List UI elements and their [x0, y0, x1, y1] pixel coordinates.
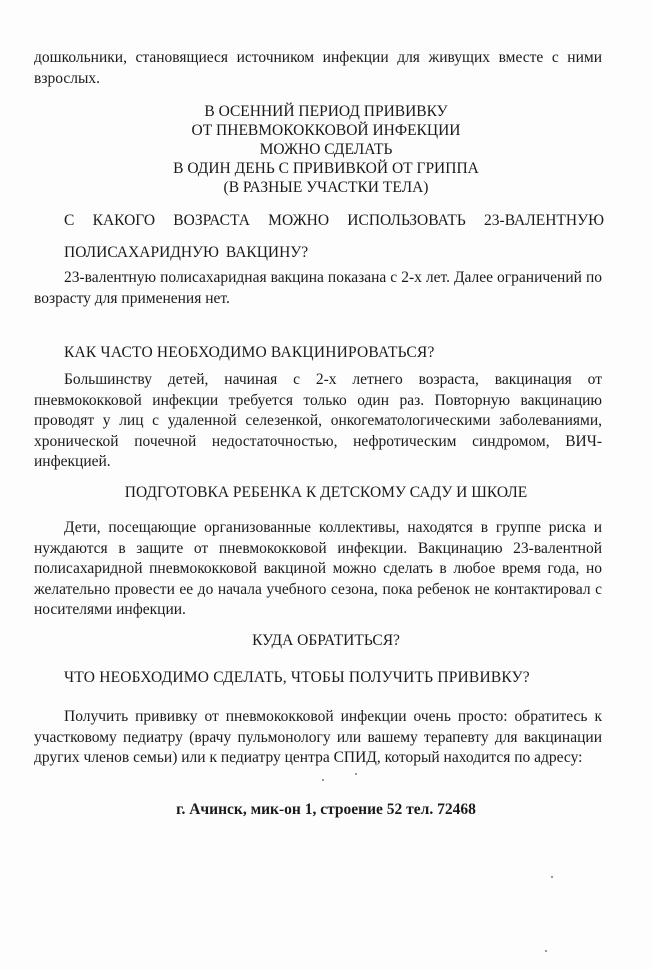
frequency-paragraph: Большинству детей, начиная с 2-х летнего возраста, вакцинация от пневмококковой инфекции требуется только один раз. Повторную вакцинацию проводят у лиц с удаленной селезенкой, онкогематологическими заболеваниями, хронической почечной недостаточностью, нефротическим синдромом, ВИЧ-инфекцией.	[34, 371, 602, 470]
age-paragraph: 23-валентную полисахаридная вакцина показана с 2-х лет. Далее ограничений по возрасту для применения нет.	[34, 269, 602, 307]
how-heading: ЧТО НЕОБХОДИМО СДЕЛАТЬ, ЧТОБЫ ПОЛУЧИТЬ ПРИВИВКУ?	[64, 669, 530, 686]
intro-paragraph: дошкольники, становящиеся источником инфекции для живущих вместе с ними взрослых.	[34, 49, 602, 87]
notice-line-1: В ОСЕННИЙ ПЕРИОД ПРИВИВКУ	[204, 103, 448, 120]
school-heading: ПОДГОТОВКА РЕБЕНКА К ДЕТСКОМУ САДУ И ШКОЛЕ	[124, 484, 528, 501]
notice-line-3: МОЖНО СДЕЛАТЬ	[259, 141, 393, 158]
notice-line-5: (В РАЗНЫЕ УЧАСТКИ ТЕЛА)	[223, 179, 429, 196]
clinic-address: г. Ачинск, мик-он 1, строение 52 тел. 72468	[176, 801, 476, 818]
scan-speck	[545, 950, 547, 952]
school-paragraph: Дети, посещающие организованные коллективы, находятся в группе риска и нуждаются в защите от пневмококковой инфекции. Вакцинацию 23-валентной полисахаридной пневмококковой вакциной можно сделать в любое время года, но желательно провести ее до начала учебного сезона, пока ребенок не контактировал с носителями инфекции.	[34, 519, 602, 618]
scan-speck	[551, 876, 553, 878]
notice-line-4: В ОДИН ДЕНЬ С ПРИВИВКОЙ ОТ ГРИППА	[173, 160, 479, 177]
scan-speck	[355, 773, 357, 775]
where-heading: КУДА ОБРАТИТЬСЯ?	[252, 632, 400, 649]
age-heading: С КАКОГО ВОЗРАСТА МОЖНО ИСПОЛЬЗОВАТЬ 23-ВАЛЕНТНУЮ ПОЛИСАХАРИДНУЮ ВАКЦИНУ?	[64, 212, 604, 261]
how-paragraph: Получить прививку от пневмококковой инфекции очень просто: обратитесь к участковому педиатру (врачу пульмонологу или вашему терапевту для вакцинации других членов семьи) или к педиатру центра СПИД, который находится по адресу:	[34, 708, 602, 766]
scan-speck	[322, 779, 324, 781]
notice-line-2: ОТ ПНЕВМОКОККОВОЙ ИНФЕКЦИИ	[191, 122, 461, 139]
frequency-heading: КАК ЧАСТО НЕОБХОДИМО ВАКЦИНИРОВАТЬСЯ?	[64, 344, 435, 361]
